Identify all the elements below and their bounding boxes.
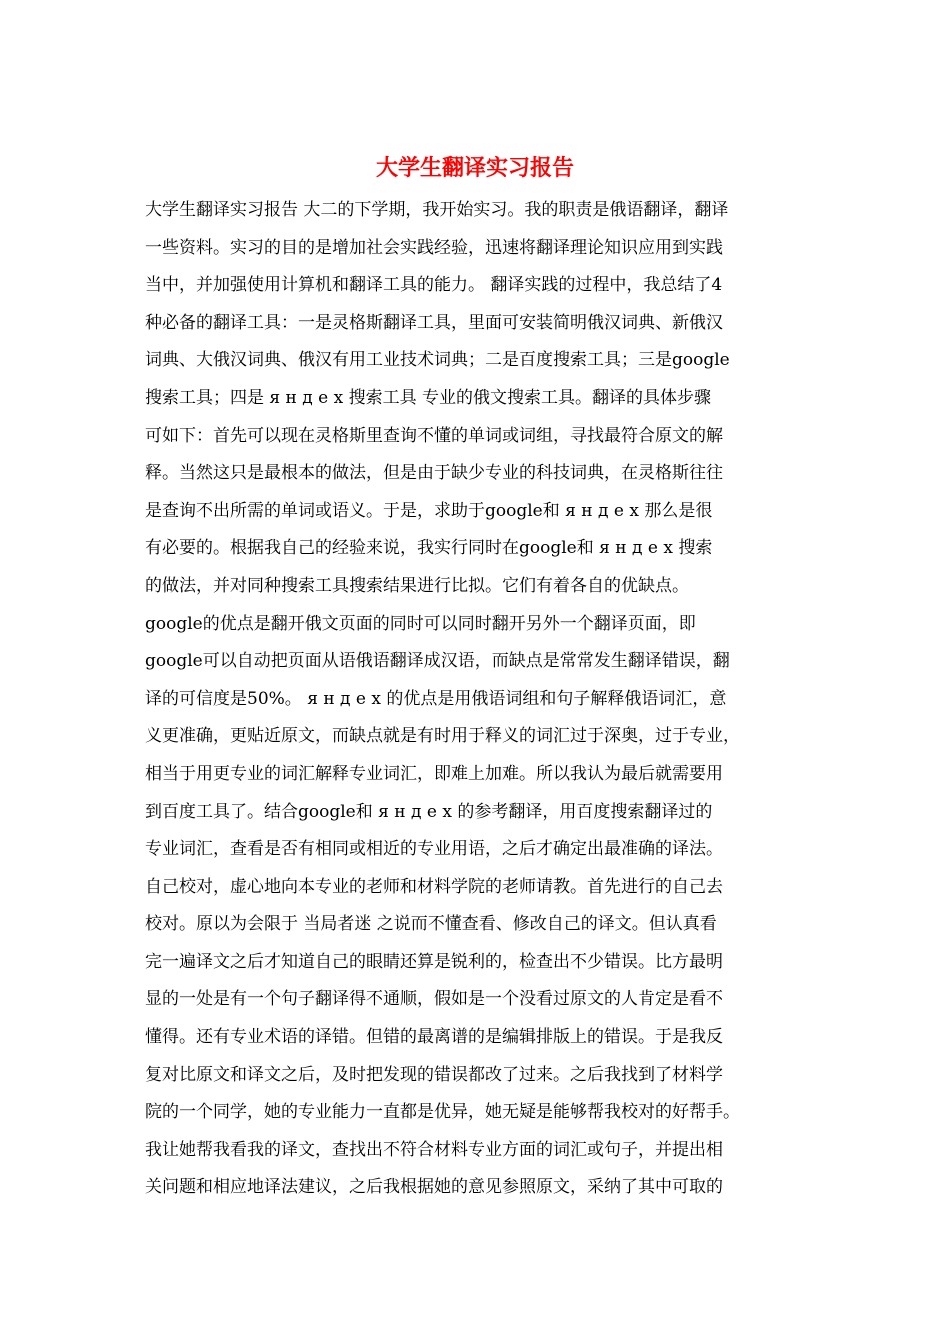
body-line: 校对。原以为会限于 当局者迷 之说而不懂查看、修改自己的译文。但认真看 [145, 914, 717, 935]
body-line: 有必要的。根据我自己的经验来说，我实行同时在google和 я н д е х 搜索 [145, 538, 713, 559]
document-title: 大学生翻译实习报告 [375, 155, 574, 181]
body-line: google可以自动把页面从语俄语翻译成汉语，而缺点是常常发生翻译错误，翻 [145, 651, 730, 672]
body-line: 词典、大俄汉词典、俄汉有用工业技术词典；二是百度搜索工具；三是google [145, 350, 730, 371]
body-line: 自己校对，虚心地向本专业的老师和材料学院的老师请教。首先进行的自己去 [145, 876, 723, 897]
body-line: 懂得。还有专业术语的译错。但错的最离谱的是编辑排版上的错误。于是我反 [145, 1027, 723, 1048]
body-line: 完一遍译文之后才知道自己的眼睛还算是锐利的，检查出不少错误。比方最明 [145, 951, 723, 972]
body-line: 当中，并加强使用计算机和翻译工具的能力。 翻译实践的过程中，我总结了4 [145, 275, 723, 296]
body-line: 到百度工具了。结合google和 я н д е х 的参考翻译，用百度搜索翻译过的 [145, 801, 713, 822]
body-line: 译的可信度是50%。 я н д е х 的优点是用俄语词组和句子解释俄语词汇，意 [145, 688, 727, 709]
body-line: 释。当然这只是最根本的做法，但是由于缺少专业的科技词典，在灵格斯往往 [145, 463, 723, 484]
body-line: 一些资料。实习的目的是增加社会实践经验，迅速将翻译理论知识应用到实践 [145, 237, 723, 258]
body-line: 专业词汇，查看是否有相同或相近的专业用语，之后才确定出最准确的译法。 [145, 839, 723, 860]
body-line: google的优点是翻开俄文页面的同时可以同时翻开另外一个翻译页面，即 [145, 613, 696, 634]
body-line: 相当于用更专业的词汇解释专业词汇，即难上加难。所以我认为最后就需要用 [145, 763, 723, 784]
body-line: 的做法，并对同种搜索工具搜索结果进行比拟。它们有着各自的优缺点。 [145, 575, 689, 596]
body-line: 院的一个同学，她的专业能力一直都是优异，她无疑是能够帮我校对的好帮手。 [145, 1102, 740, 1123]
body-line: 我让她帮我看我的译文，查找出不符合材料专业方面的词汇或句子，并提出相 [145, 1139, 723, 1160]
body-line: 是查询不出所需的单词或语义。于是，求助于google和 я н д е х 那么是很 [145, 500, 713, 521]
body-line: 显的一处是有一个句子翻译得不通顺，假如是一个没看过原文的人肯定是看不 [145, 989, 723, 1010]
document-body [145, 192, 825, 1207]
body-line: 可如下：首先可以现在灵格斯里查询不懂的单词或词组，寻找最符合原文的解 [145, 425, 723, 446]
body-line: 关问题和相应地译法建议，之后我根据她的意见参照原文，采纳了其中可取的 [145, 1177, 723, 1198]
body-line: 义更准确，更贴近原文，而缺点就是有时用于释义的词汇过于深奥，过于专业， [145, 726, 740, 747]
body-line: 大学生翻译实习报告 大二的下学期，我开始实习。我的职责是俄语翻译，翻译 [145, 200, 729, 220]
body-line: 搜索工具；四是 я н д е х 搜索工具 专业的俄文搜索工具。翻译的具体步骤 [145, 387, 711, 408]
body-line: 复对比原文和译文之后，及时把发现的错误都改了过来。之后我找到了材料学 [145, 1064, 723, 1085]
body-line: 种必备的翻译工具：一是灵格斯翻译工具，里面可安装简明俄汉词典、新俄汉 [145, 312, 723, 333]
